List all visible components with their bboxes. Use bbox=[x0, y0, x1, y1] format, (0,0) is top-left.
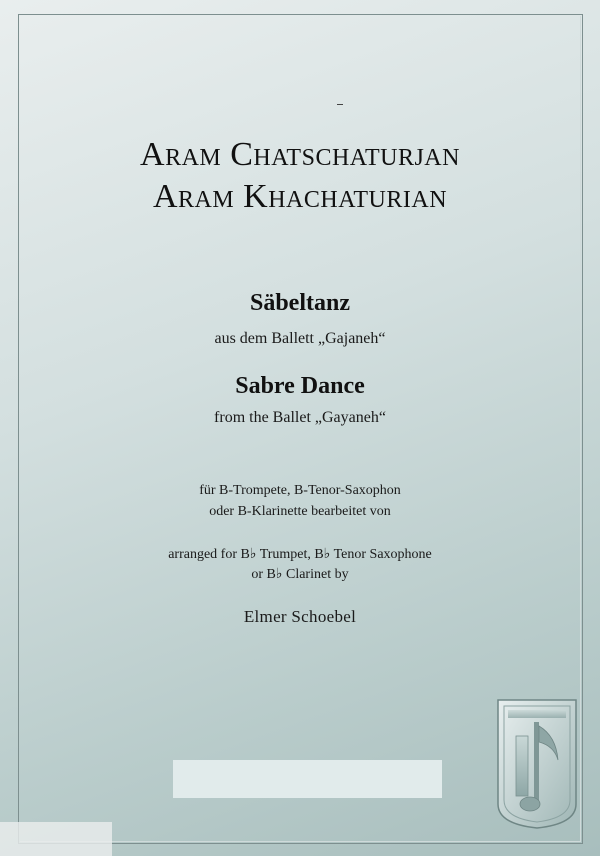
work-subtitle-english: from the Ballet „Gayaneh“ bbox=[214, 409, 386, 426]
decorative-tick bbox=[337, 104, 343, 105]
music-note-shield-icon bbox=[494, 696, 580, 832]
composer-name-english: Aram Khachaturian bbox=[152, 178, 448, 215]
work-title-english: Sabre Dance bbox=[235, 373, 365, 399]
composer-name-german: Aram Chatschaturjan bbox=[140, 136, 460, 173]
work-title-german: Säbeltanz bbox=[249, 290, 350, 316]
corner-mark bbox=[0, 822, 112, 856]
instrumentation-german-line1: für B-Trompete, B-Tenor-Saxophon bbox=[199, 483, 401, 498]
label-area bbox=[173, 760, 442, 798]
arranger-name: Elmer Schoebel bbox=[243, 607, 357, 626]
instrumentation-english-line2: or B♭ Clarinet by bbox=[251, 567, 349, 582]
work-subtitle-german: aus dem Ballett „Gajaneh“ bbox=[214, 330, 386, 347]
instrumentation-german-line2: oder B-Klarinette bearbeitet von bbox=[209, 504, 391, 519]
instrumentation-english-line1: arranged for B♭ Trumpet, B♭ Tenor Saxophone bbox=[168, 547, 432, 562]
